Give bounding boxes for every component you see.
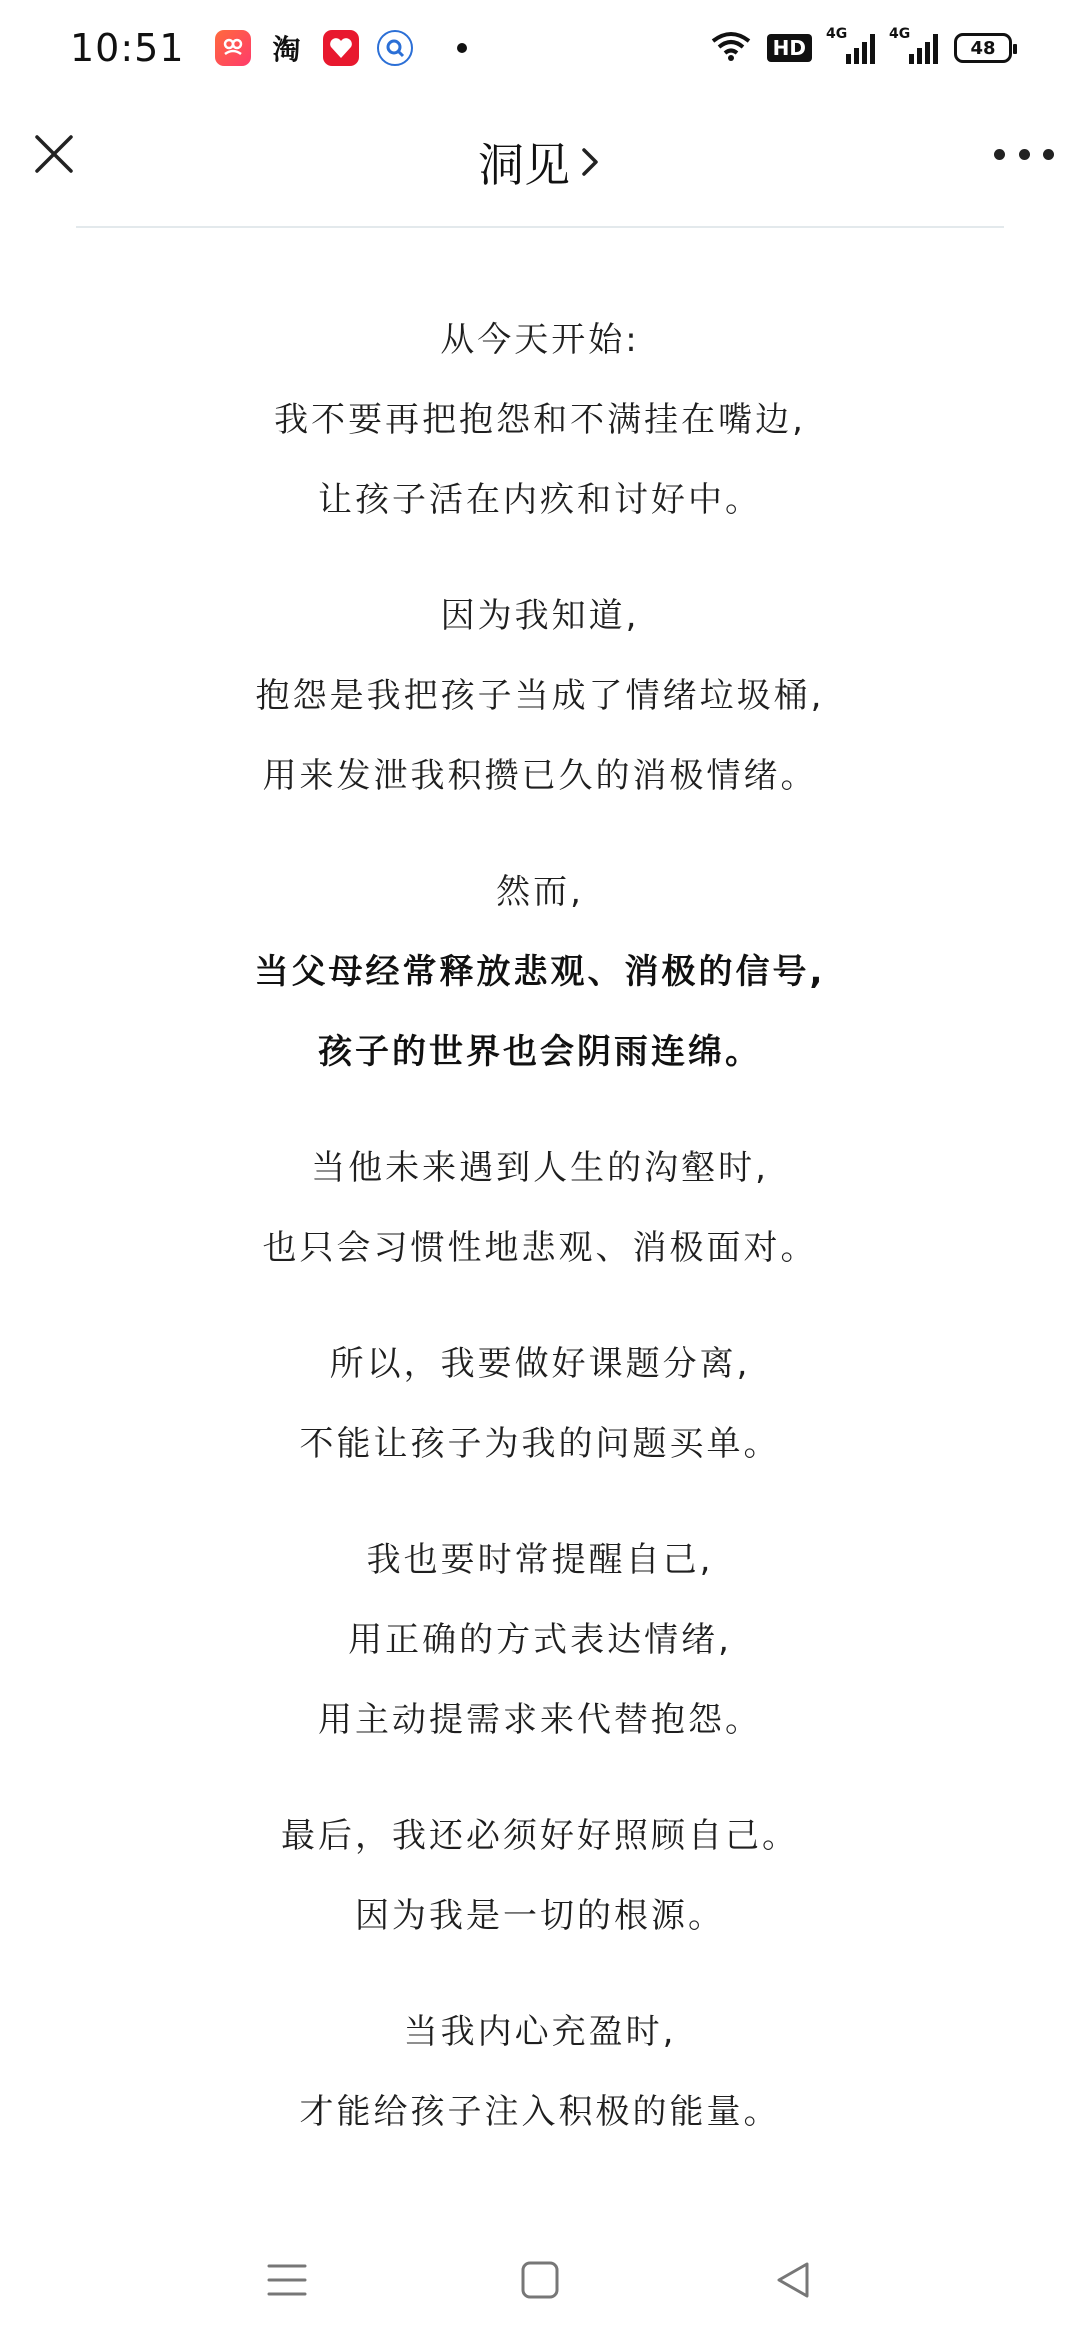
text-line: 让孩子活在内疚和讨好中。 <box>318 480 762 520</box>
close-button[interactable] <box>26 126 82 182</box>
baidu-icon <box>377 30 413 66</box>
more-dot-icon <box>1043 149 1054 160</box>
recent-apps-button[interactable] <box>257 2250 317 2310</box>
text-line: 我不要再把抱怨和不满挂在嘴边, <box>274 400 806 440</box>
text-line: 从今天开始: <box>440 320 640 360</box>
system-nav-bar <box>0 2220 1080 2340</box>
home-button[interactable] <box>510 2250 570 2310</box>
chevron-right-icon <box>578 144 602 180</box>
text-line: 用来发泄我积攒已久的消极情绪。 <box>262 756 818 796</box>
text-line: 用正确的方式表达情绪, <box>348 1620 732 1660</box>
page-title: 洞见 <box>478 138 570 192</box>
more-dot-icon <box>1019 149 1030 160</box>
back-icon <box>773 2260 813 2300</box>
account-title-link[interactable] <box>478 129 602 195</box>
battery-icon <box>954 33 1012 63</box>
paragraph-2 <box>0 576 1080 816</box>
text-line: 才能给孩子注入积极的能量。 <box>299 2092 781 2132</box>
paragraph-4 <box>0 1128 1080 1288</box>
text-line: 我也要时常提醒自己, <box>366 1540 714 1580</box>
text-line: 不能让孩子为我的问题买单。 <box>299 1424 781 1464</box>
bold-text-line: 当父母经常释放悲观、消极的信号, <box>254 952 826 992</box>
paragraph-5 <box>0 1324 1080 1484</box>
bold-text-line: 孩子的世界也会阴雨连绵。 <box>318 1032 762 1072</box>
paragraph-6 <box>0 1520 1080 1760</box>
xiaohongshu-icon <box>215 30 251 66</box>
text-line: 当他未来遇到人生的沟壑时, <box>311 1148 769 1188</box>
text-line: 也只会习惯性地悲观、消极面对。 <box>262 1228 818 1268</box>
signal-icon-2: 4G <box>891 32 938 64</box>
taobao-icon: 淘 <box>269 30 305 66</box>
hd-badge: HD <box>767 34 812 62</box>
paragraph-7 <box>0 1796 1080 1956</box>
text-line: 最后，我还必须好好照顾自己。 <box>281 1816 799 1856</box>
battery-level: 48 <box>970 37 996 59</box>
home-icon <box>520 2260 560 2300</box>
close-icon <box>34 134 74 174</box>
more-notifications-dot <box>457 43 467 53</box>
signal-icon-1: 4G <box>828 32 875 64</box>
text-line: 用主动提需求来代替抱怨。 <box>318 1700 762 1740</box>
text-line: 抱怨是我把孩子当成了情绪垃圾桶, <box>255 676 825 716</box>
status-right <box>711 26 1012 65</box>
article-body <box>0 300 1080 2188</box>
text-line: 因为我是一切的根源。 <box>355 1896 725 1936</box>
more-dot-icon <box>994 149 1005 160</box>
status-time: 10:51 <box>70 26 185 70</box>
pinduoduo-icon <box>323 30 359 66</box>
paragraph-8 <box>0 1992 1080 2152</box>
title-bar <box>0 96 1080 228</box>
paragraph-1 <box>0 300 1080 540</box>
menu-icon <box>267 2262 307 2298</box>
text-line: 当我内心充盈时, <box>403 2012 677 2052</box>
more-options-button[interactable] <box>994 136 1054 172</box>
wifi-icon <box>711 31 751 65</box>
text-line: 所以，我要做好课题分离, <box>329 1344 751 1384</box>
title-divider <box>76 226 1004 228</box>
status-bar <box>0 0 1080 96</box>
paragraph-3 <box>0 852 1080 1092</box>
notification-app-icons <box>215 30 467 66</box>
text-line: 因为我知道, <box>440 596 640 636</box>
text-line: 然而, <box>496 872 584 912</box>
back-button[interactable] <box>763 2250 823 2310</box>
